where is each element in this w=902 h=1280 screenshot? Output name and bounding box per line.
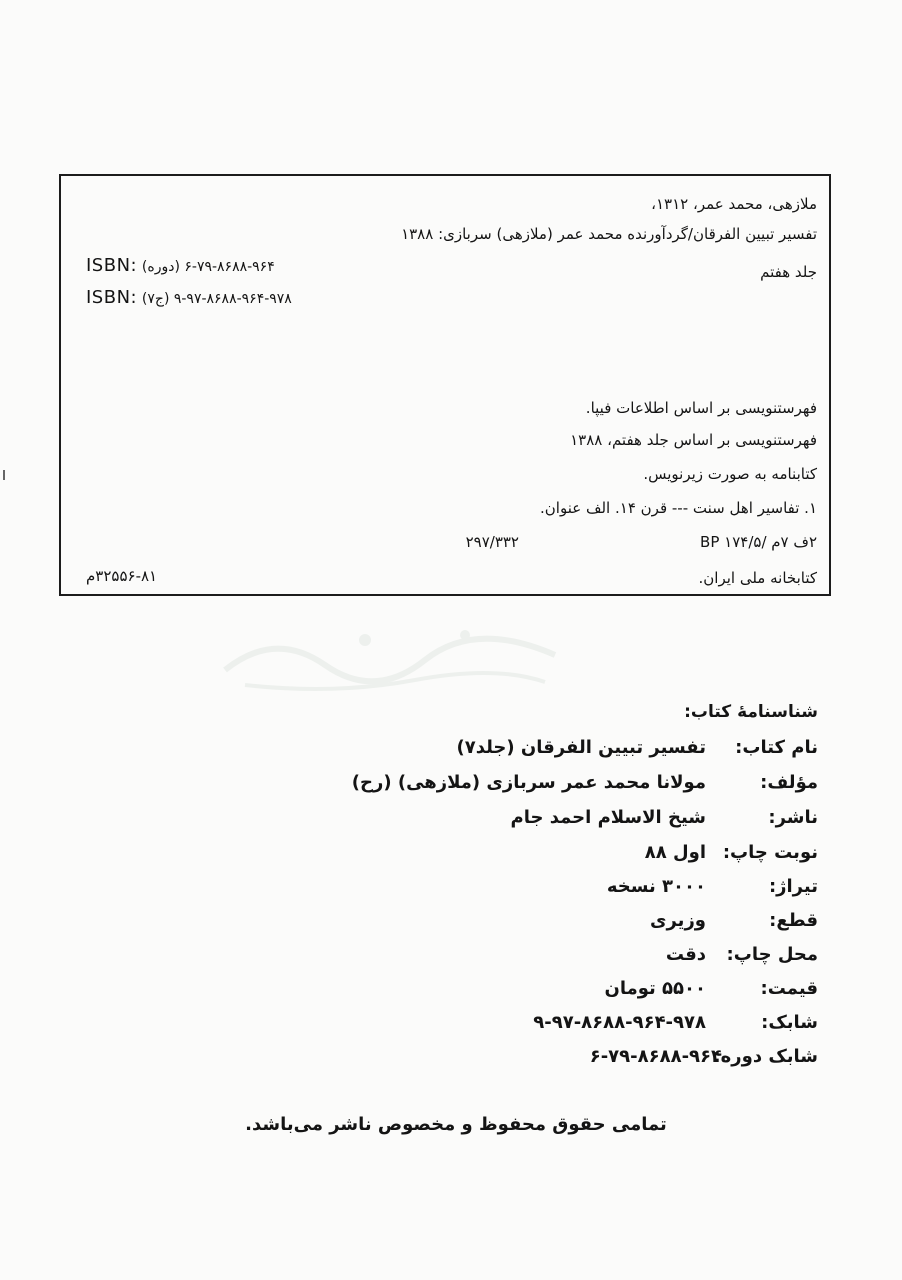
identity-label: قیمت: bbox=[760, 978, 818, 999]
identity-row-set-isbn bbox=[258, 1046, 818, 1076]
isbn-tag: ISBN: bbox=[86, 287, 138, 308]
identity-row-printer bbox=[258, 944, 818, 974]
identity-label: شابک دوره: bbox=[713, 1046, 818, 1067]
identity-row-author bbox=[258, 772, 818, 802]
identity-row-isbn bbox=[258, 1012, 818, 1042]
identity-label: شابک: bbox=[761, 1012, 818, 1033]
identity-value: دقت bbox=[665, 944, 706, 965]
cip-volume-line: جلد هفتم bbox=[760, 263, 817, 281]
identity-label: قطع: bbox=[769, 910, 818, 931]
cip-isbn-volume bbox=[86, 288, 292, 309]
cip-library: کتابخانه ملی ایران. bbox=[698, 569, 817, 587]
cip-dewey: ۲۹۷/۳۳۲ bbox=[465, 533, 519, 551]
identity-label: ناشر: bbox=[768, 807, 818, 828]
cip-subject: ۱. تفاسیر اهل سنت --- قرن ۱۴. الف عنوان. bbox=[540, 499, 817, 517]
cip-classification: ۲ف ۷م /BP ۱۷۴/۵ bbox=[700, 533, 817, 551]
cip-note-volume: فهرستنویسی بر اساس جلد هفتم، ۱۳۸۸ bbox=[570, 431, 817, 449]
identity-row-price bbox=[258, 978, 818, 1008]
identity-label: نام کتاب: bbox=[735, 737, 818, 758]
identity-row-title bbox=[258, 737, 818, 767]
isbn-number: ۶-۷۹-۸۶۸۸-۹۶۴ (دوره) bbox=[141, 259, 275, 275]
identity-row-format bbox=[258, 910, 818, 940]
cip-author-line: ملازهی، محمد عمر، ۱۳۱۲، bbox=[651, 195, 817, 213]
identity-row-edition bbox=[258, 842, 818, 872]
identity-value: ۳۰۰۰ نسخه bbox=[606, 876, 706, 897]
isbn-number: ۹-۹۷-۸۶۸۸-۹۶۴-۹۷۸ (ج۷) bbox=[141, 291, 292, 307]
identity-label: محل چاپ: bbox=[726, 944, 818, 965]
cip-note-bibliography: کتابنامه به صورت زیرنویس. bbox=[643, 465, 817, 483]
cataloging-box bbox=[59, 174, 831, 596]
identity-value: اول ۸۸ bbox=[644, 842, 706, 863]
identity-label: تیراژ: bbox=[768, 876, 818, 897]
identity-label: نوبت چاپ: bbox=[722, 842, 818, 863]
cip-library-number: ۳۲۵۵۶-۸۱م bbox=[86, 567, 158, 585]
identity-value: ۵۵۰۰ تومان bbox=[604, 978, 706, 999]
identity-value: ۶-۷۹-۸۶۸۸-۹۶۴ bbox=[589, 1046, 722, 1067]
identity-label: مؤلف: bbox=[760, 772, 818, 793]
rights-notice: تمامی حقوق محفوظ و مخصوص ناشر می‌باشد. bbox=[245, 1114, 667, 1135]
identity-value: مولانا محمد عمر سربازی (ملازهی) (رح) bbox=[351, 772, 706, 793]
identity-value: شیخ الاسلام احمد جام bbox=[510, 807, 706, 828]
cip-note-fipa: فهرستنویسی بر اساس اطلاعات فیپا. bbox=[585, 399, 817, 417]
identity-value: تفسیر تبیین الفرقان (جلد۷) bbox=[456, 737, 706, 758]
margin-mark bbox=[3, 470, 5, 480]
identity-value: وزیری bbox=[649, 910, 706, 931]
identity-row-print-run bbox=[258, 876, 818, 906]
cip-isbn-set bbox=[86, 256, 275, 277]
identity-heading: شناسنامهٔ کتاب: bbox=[684, 702, 818, 722]
isbn-tag: ISBN: bbox=[86, 255, 138, 276]
identity-value: ۹-۹۷-۸۶۸۸-۹۶۴-۹۷۸ bbox=[533, 1012, 706, 1033]
faded-calligraphy-watermark bbox=[215, 610, 575, 700]
cip-title-line: تفسیر تبیین الفرقان/گردآورنده محمد عمر (ملازهی) سربازی: ۱۳۸۸ bbox=[401, 225, 817, 243]
identity-row-publisher bbox=[258, 807, 818, 837]
